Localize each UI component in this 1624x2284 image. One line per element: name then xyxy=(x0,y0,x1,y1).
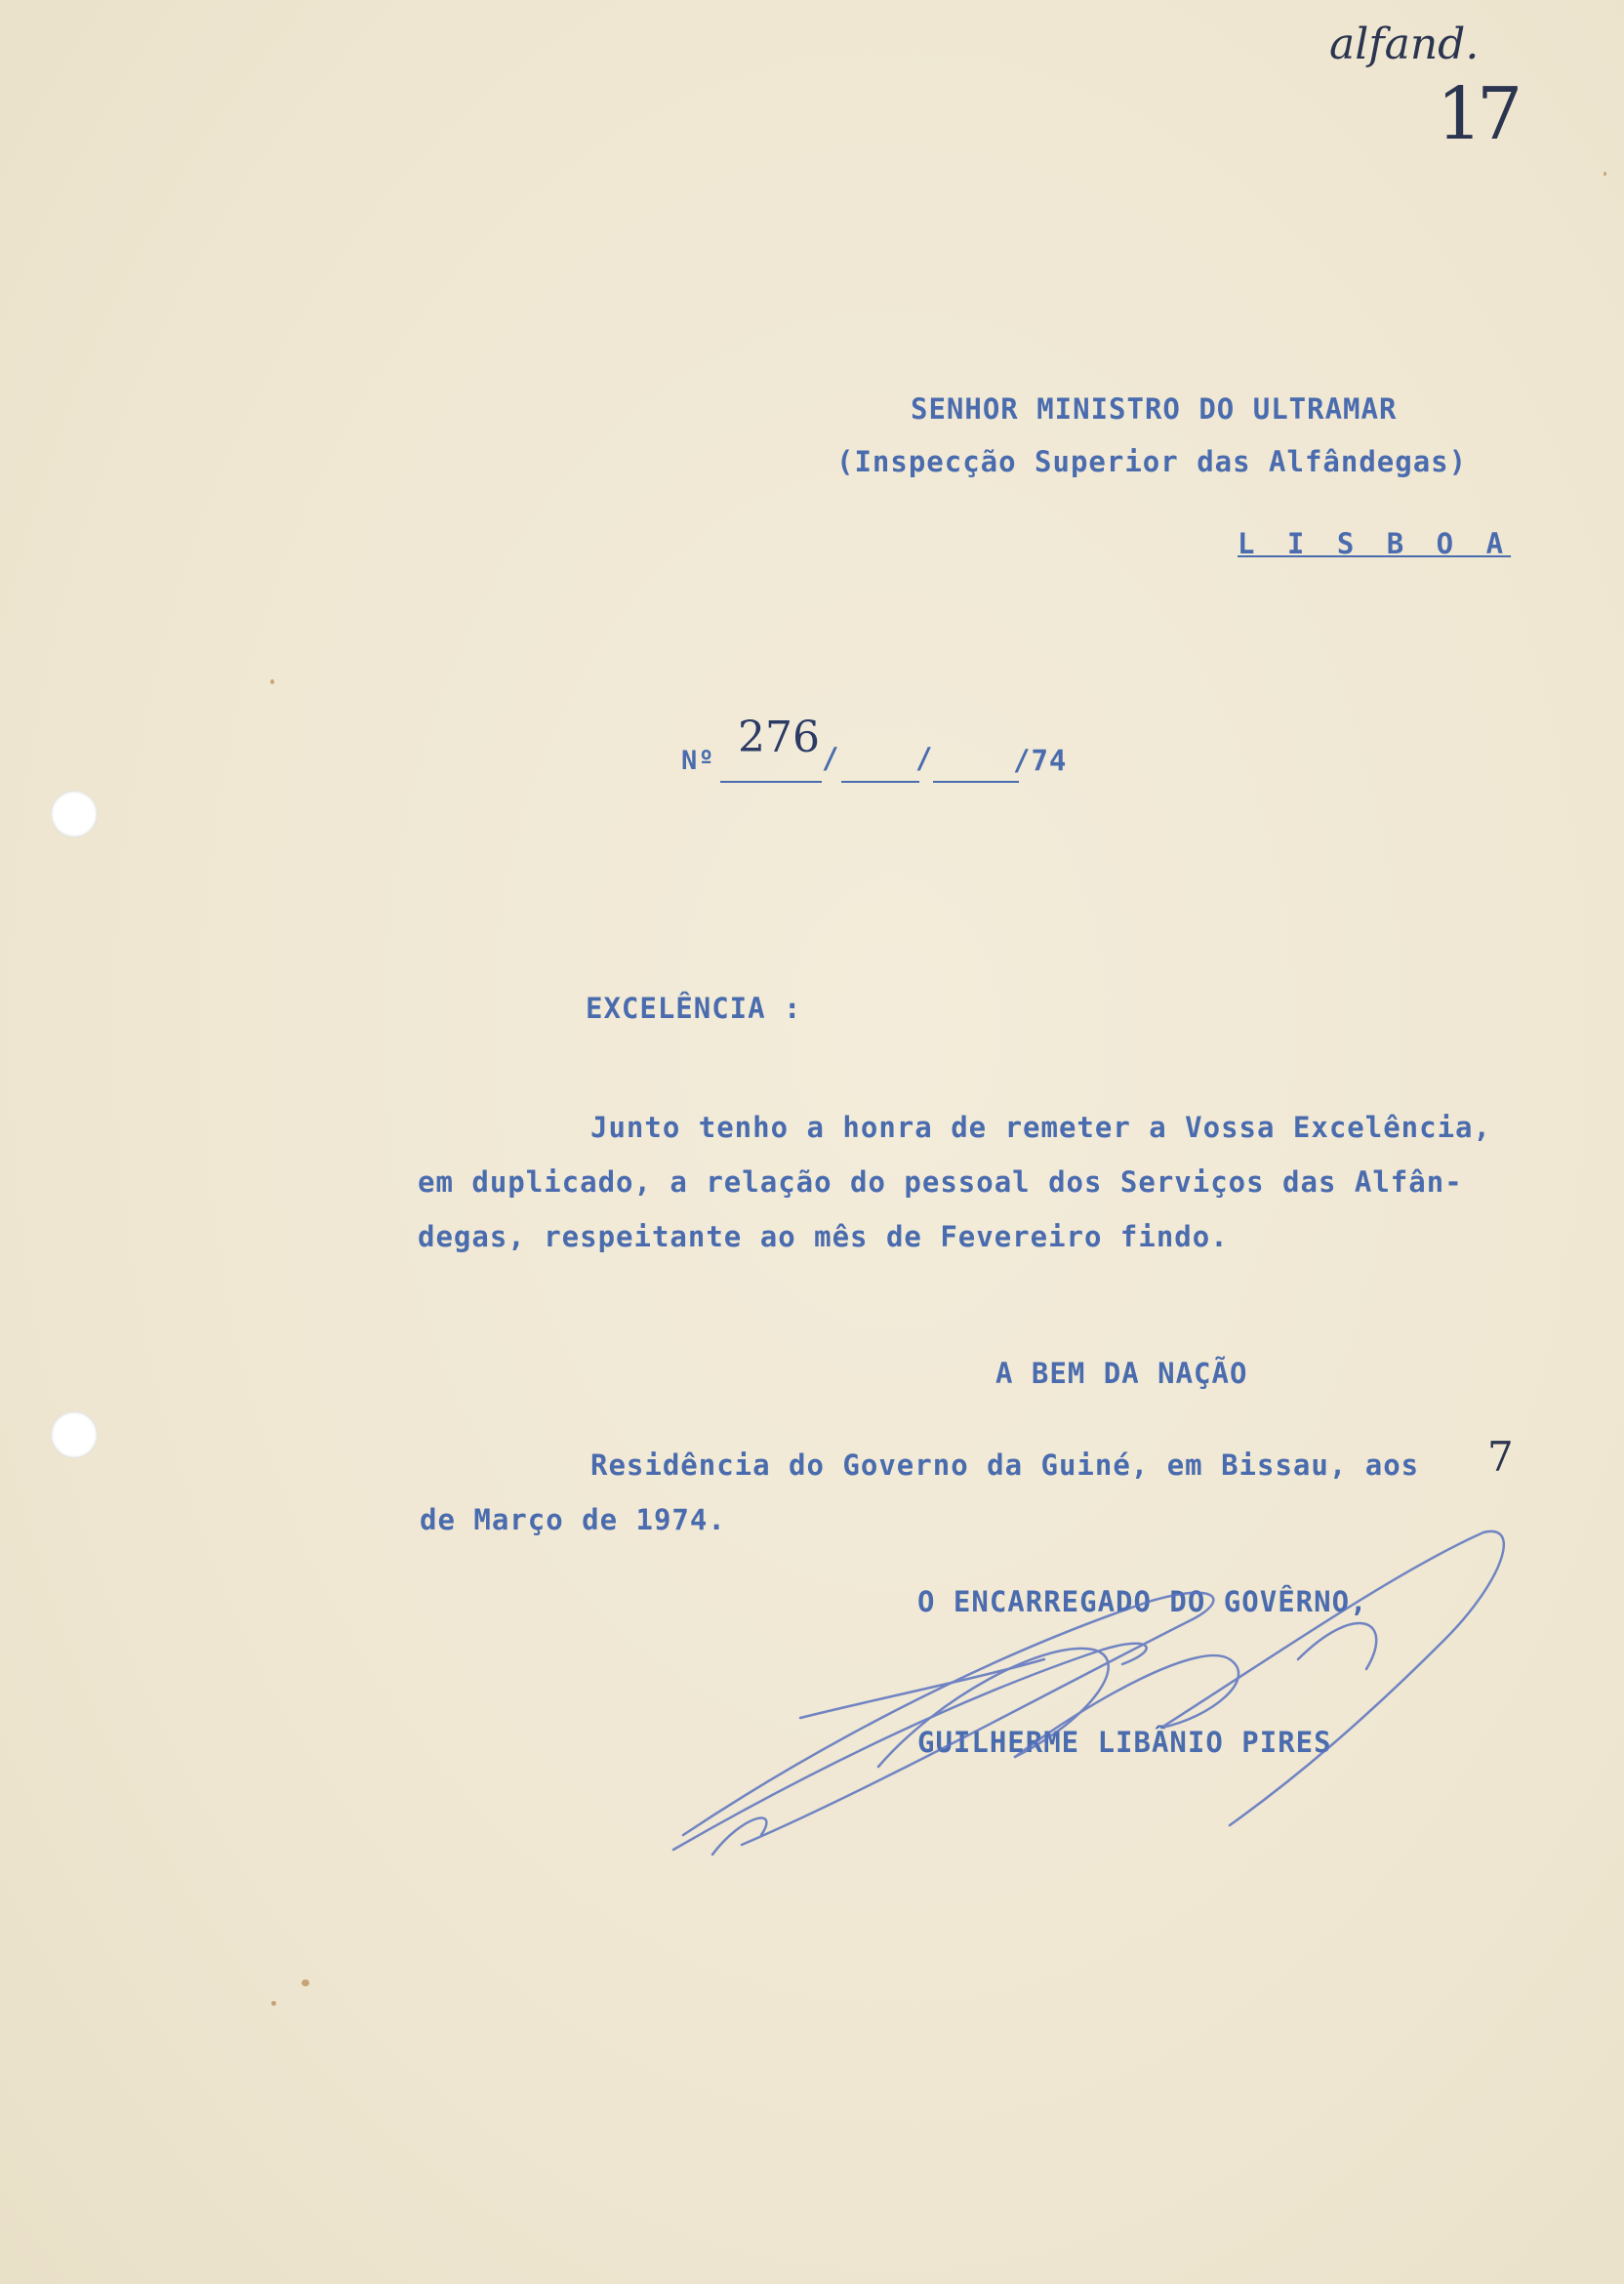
salutation: EXCELÊNCIA : xyxy=(586,992,802,1025)
foxing-spot xyxy=(1604,172,1606,176)
closing-place-line: Residência do Governo da Guiné, em Bissau, aos xyxy=(590,1448,1420,1482)
body-line3: degas, respeitante ao mês de Fevereiro findo. xyxy=(418,1220,1229,1253)
punch-hole-top xyxy=(51,791,98,837)
body-line1: Junto tenho a honra de remeter a Vossa Excelência, xyxy=(590,1111,1491,1144)
signatory-title: O ENCARREGADO DO GOVÊRNO, xyxy=(917,1585,1368,1618)
folio-number: 17 xyxy=(1437,72,1518,156)
addressee-line1: SENHOR MINISTRO DO ULTRAMAR xyxy=(911,392,1398,426)
reference-number: 276 xyxy=(738,713,820,762)
reference-separator-2: / xyxy=(915,742,934,775)
addressee-line2: (Inspecção Superior das Alfândegas) xyxy=(836,445,1468,478)
addressee-city: L I S B O A xyxy=(1238,527,1512,560)
foxing-spot xyxy=(271,2001,276,2006)
foxing-spot xyxy=(270,679,274,684)
reference-year: /74 xyxy=(1013,744,1068,777)
signatory-name: GUILHERME LIBÂNIO PIRES xyxy=(917,1726,1332,1759)
punch-hole-bottom xyxy=(51,1411,98,1458)
reference-separator-1: / xyxy=(822,742,840,775)
closing-date-line: de Março de 1974. xyxy=(420,1503,726,1536)
body-line2: em duplicado, a relação do pessoal dos Serviços das Alfân- xyxy=(418,1165,1463,1199)
reference-prefix: Nº xyxy=(681,746,715,776)
foxing-spot xyxy=(302,1979,309,1986)
closing-day: 7 xyxy=(1487,1433,1514,1481)
motto: A BEM DA NAÇÃO xyxy=(995,1357,1248,1390)
corner-note: alfand. xyxy=(1329,20,1480,69)
